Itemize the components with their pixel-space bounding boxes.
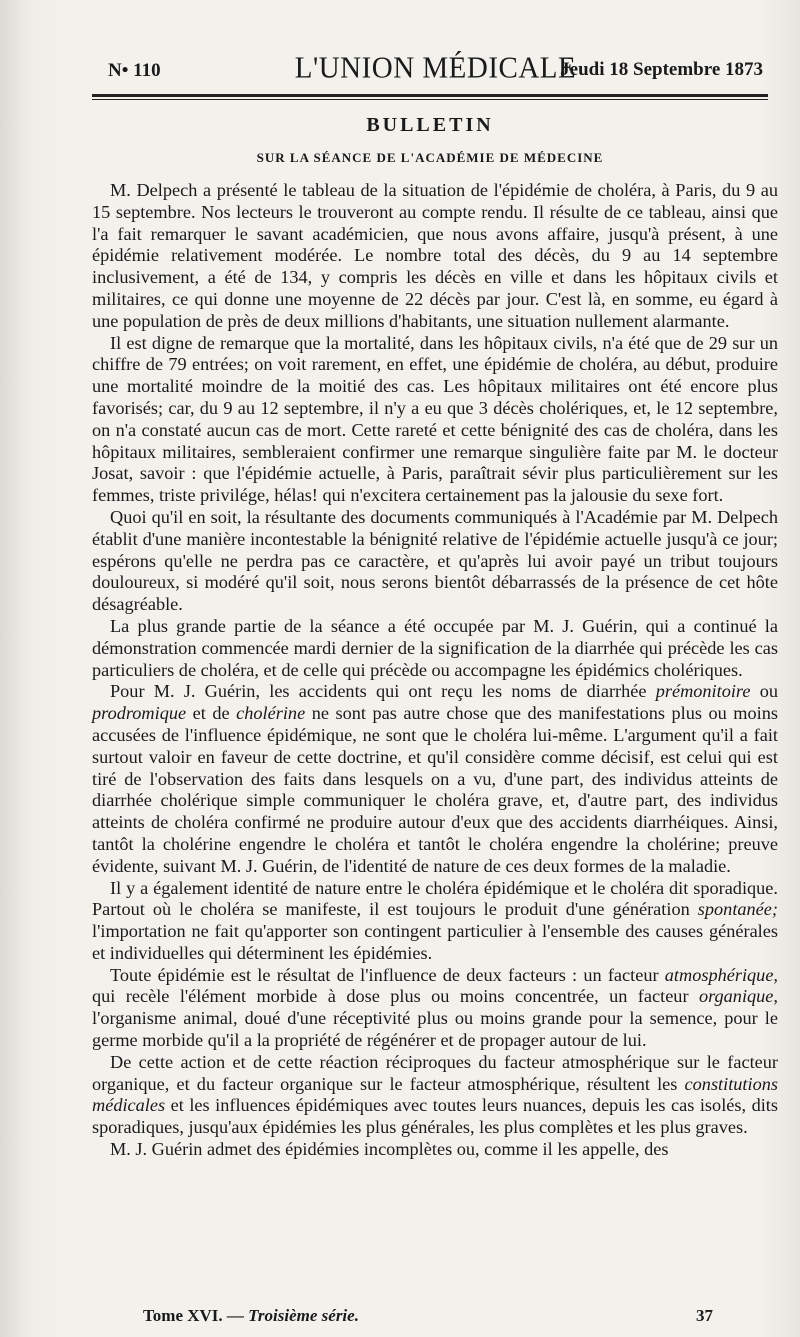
paragraph-5-italic-1: prémonitoire xyxy=(655,681,751,702)
paragraph-6-text-a: Il y a également identité de nature entre le choléra épidémique et le choléra dit sporadique. Partout où le choléra se manifeste, il est toujours le produit d'une génération xyxy=(92,877,778,920)
paragraph-7-text-a: Toute épidémie est le résultat de l'influence de deux facteurs : un facteur xyxy=(110,964,665,985)
paragraph-5-italic-3: cholérine xyxy=(236,703,306,724)
paragraph-2: Il est digne de remarque que la mortalité, dans les hôpitaux civils, n'a été que de 29 sur un chiffre de 79 entrées; on voit rarement, en effet, une épidémie de choléra, au début, produire une mortalité moindre de la moitié des cas. Les hôpitaux militaires ont été encore plus favorisés; car, du 9 au 12 septembre, il n'y a eu que 3 décès cholériques, et, le 12 septembre, on n'a constaté aucun cas de mort. Cette rareté et cette bénignité des cas de choléra, dans les hôpitaux militaires, sembleraient confirmer une remarque singulière faite par M. le docteur Josat, savoir : que l'épidémie actuelle, à Paris, paraîtrait sévir plus particulièrement sur les femmes, triste privilége, hélas! qui n'excitera certainement pas la jalousie du sexe fort. xyxy=(92,332,778,506)
paragraph-5-text-c: et de xyxy=(186,703,237,724)
paragraph-7-text-b: qui recèle l'élément morbide à dose plus ou moins concentrée, un facteur xyxy=(92,986,699,1007)
page-footer xyxy=(143,1306,713,1330)
paragraph-8-italic-1: constitutions médicales xyxy=(92,1073,778,1116)
paragraph-7 xyxy=(92,965,778,1052)
issue-date: Jeudi 18 Septembre 1873 xyxy=(560,59,763,80)
paragraph-7-italic-1: atmosphérique, xyxy=(664,964,778,985)
paragraph-4: La plus grande partie de la séance a été occupée par M. J. Guérin, qui a continué la démonstration commencée mardi dernier de la signification de la diarrhée qui précède les cas particuliers de choléra, et de celle qui précède ou accompagne les épidémics cholériques. xyxy=(92,615,778,680)
section-subtitle: SUR LA SÉANCE DE L'ACADÉMIE DE MÉDECINE xyxy=(256,150,604,165)
paragraph-6 xyxy=(92,878,778,965)
paragraph-7-text-c: l'organisme animal, doué d'une réceptivité plus ou moins grande pour la semence, pour le germe morbide qu'il a la propriété de régénérer et de propager autour de lui. xyxy=(92,1008,778,1051)
issue-number: N• 110 xyxy=(108,60,161,81)
article-body xyxy=(92,180,778,1161)
paragraph-8-text-b: et les influences épidémiques avec toutes leurs nuances, depuis les cas isolés, dits sporadiques, jusqu'aux épidémies les plus générales, les plus complètes et les plus graves. xyxy=(92,1095,778,1138)
paragraph-3: Quoi qu'il en soit, la résultante des documents communiqués à l'Académie par M. Delpech établit d'une manière incontestable la bénignité relative de l'épidémie actuelle jusqu'à ce jour; espérons qu'elle ne perdra pas ce caractère, et qu'après lui avoir payé un tribut toujours douloureux, si modéré qu'il soit, nous serons bientôt débarrassés de la présence de cet hôte désagréable. xyxy=(92,506,778,615)
paragraph-6-italic-1: spontanée; xyxy=(697,899,778,920)
header-rule xyxy=(92,94,768,100)
footer-volume: Tome XVI. — xyxy=(143,1306,249,1325)
paragraph-1: M. Delpech a présenté le tableau de la situation de l'épidémie de choléra, à Paris, du 9 au 15 septembre. Nos lecteurs le trouveront au compte rendu. Il résulte de ce tableau, ainsi que l'a fait remarquer le savant académicien, que nous avons affaire, jusqu'à présent, à une épidémie relativement modérée. Le nombre total des décès, du 9 au 14 septembre inclusivement, a été de 134, y compris les décès en ville et dans les hôpitaux civils et militaires, ce qui donne une moyenne de 22 décès par jour. C'est là, en somme, eu égard à une population de près de deux millions d'habitants, une situation nullement alarmante. xyxy=(92,180,778,331)
page-header xyxy=(108,52,763,88)
paragraph-8 xyxy=(92,1052,778,1139)
paragraph-5-text-b: ou xyxy=(750,681,778,702)
paragraph-7-italic-2: organique, xyxy=(698,986,778,1007)
paragraph-5-text-a: Pour M. J. Guérin, les accidents qui ont reçu les noms de diarrhée xyxy=(110,681,656,702)
paragraph-5-italic-2: prodromique xyxy=(92,703,187,724)
page-number: 37 xyxy=(696,1306,713,1325)
footer-volume-info xyxy=(143,1306,359,1326)
footer-series: Troisième série. xyxy=(248,1306,359,1325)
journal-title: L'UNION MÉDICALE xyxy=(294,51,577,85)
section-title: BULLETIN xyxy=(366,114,494,136)
paragraph-5 xyxy=(92,681,778,877)
paragraph-6-text-b: l'importation ne fait qu'apporter son contingent particulier à l'ensemble des causes générales et individuelles qui déterminent les épidémies. xyxy=(92,921,778,963)
paragraph-8-text-a: De cette action et de cette réaction réciproques du facteur atmosphérique sur le facteur organique, et du facteur organique sur le facteur atmosphérique, résultent les xyxy=(92,1051,778,1094)
paragraph-5-text-d: ne sont pas autre chose que des manifestations plus ou moins accusées de l'influence épidémique, ne sont que le choléra lui-même. L'argument qu'il a fait surtout valoir en faveur de cette doctrine, et qu'il considère comme décisif, est celui qui est tiré de l'observation des faits dans lesquels on a vu, d'une part, des individus atteints de diarrhée cholérique simple communiquer le choléra grave, et, d'autre part, des individus atteints de choléra confirmé ne produire autour d'eux que des accidents diarrhéiques. Ainsi, tantôt la cholérine engendre le choléra et tantôt le choléra engendre la cholérine; preuve évidente, suivant M. J. Guérin, de l'identité de nature de ces deux formes de la maladie. xyxy=(92,703,778,876)
paragraph-9: M. J. Guérin admet des épidémies incomplètes ou, comme il les appelle, des xyxy=(110,1139,669,1160)
